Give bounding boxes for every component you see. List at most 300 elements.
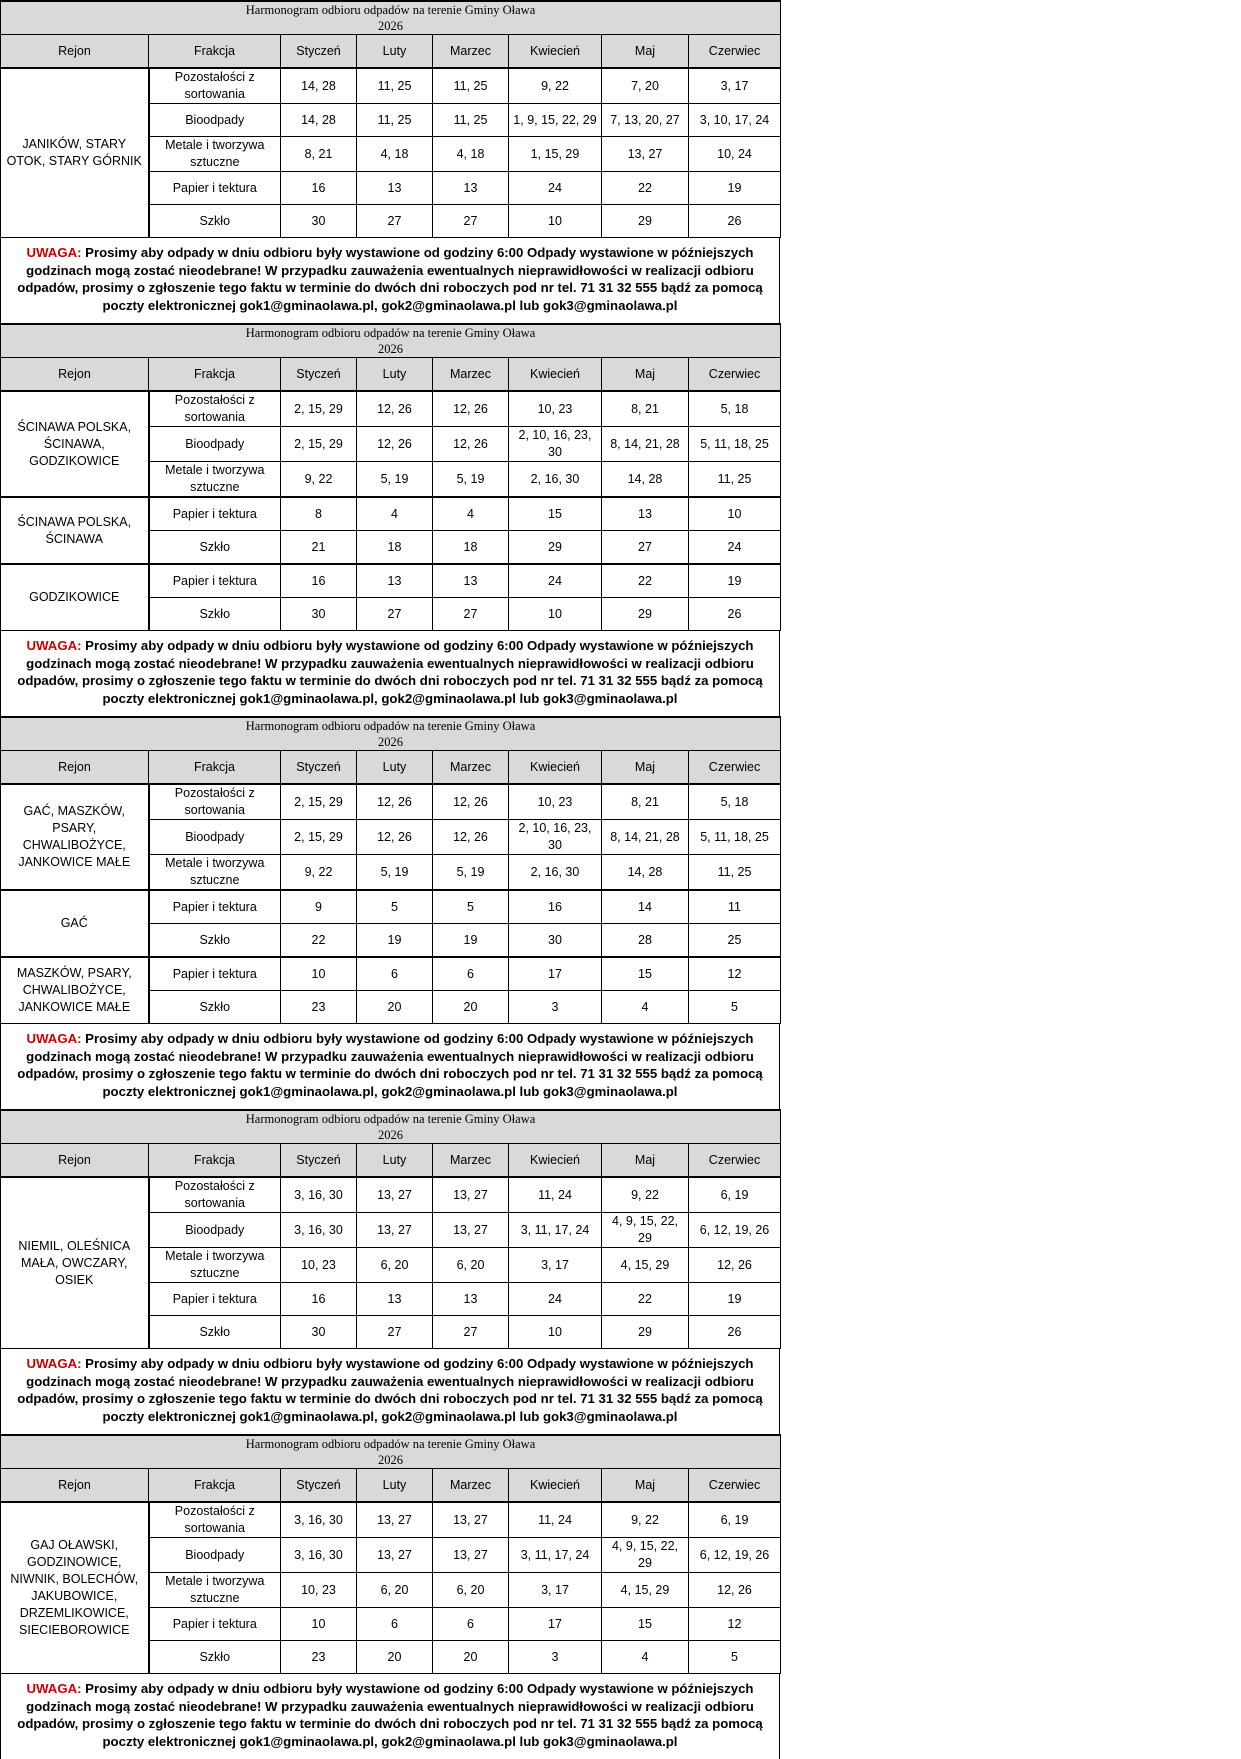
rejon-cell: MASZKÓW, PSARY, CHWALIBOŻYCE, JANKOWICE MAŁE xyxy=(1,957,149,1024)
date-cell: 9, 22 xyxy=(602,1502,689,1538)
date-cell: 30 xyxy=(281,598,357,631)
rejon-cell: ŚCINAWA POLSKA, ŚCINAWA xyxy=(1,497,149,564)
frakcja-cell: Papier i tektura xyxy=(149,172,281,205)
date-cell: 29 xyxy=(602,205,689,238)
title-text: Harmonogram odbioru odpadów na terenie Gminy Oława xyxy=(245,719,536,733)
date-cell: 6, 20 xyxy=(357,1248,433,1283)
column-header: Maj xyxy=(602,35,689,69)
date-cell: 23 xyxy=(281,1641,357,1674)
date-cell: 27 xyxy=(357,598,433,631)
warning-note xyxy=(0,238,780,323)
date-cell: 28 xyxy=(602,924,689,958)
column-header: Styczeń xyxy=(281,1144,357,1178)
rejon-cell: NIEMIL, OLEŚNICA MAŁA, OWCZARY, OSIEK xyxy=(1,1177,149,1349)
date-cell: 3, 11, 17, 24 xyxy=(509,1538,602,1573)
date-cell: 20 xyxy=(433,1641,509,1674)
frakcja-cell: Pozostałości z sortowania xyxy=(149,784,281,820)
title-text: Harmonogram odbioru odpadów na terenie Gminy Oława xyxy=(245,3,536,17)
date-cell: 13 xyxy=(433,1283,509,1316)
date-cell: 26 xyxy=(689,205,781,238)
column-header: Czerwiec xyxy=(689,358,781,392)
rejon-cell: ŚCINAWA POLSKA, ŚCINAWA, GODZIKOWICE xyxy=(1,391,149,497)
column-header: Czerwiec xyxy=(689,751,781,785)
date-cell: 13 xyxy=(357,1283,433,1316)
date-cell: 10 xyxy=(281,1608,357,1641)
date-cell: 20 xyxy=(357,1641,433,1674)
schedule-table xyxy=(0,323,781,631)
frakcja-cell: Bioodpady xyxy=(149,1213,281,1248)
date-cell: 5, 19 xyxy=(357,855,433,891)
column-header: Maj xyxy=(602,1144,689,1178)
date-cell: 1, 9, 15, 22, 29 xyxy=(509,104,602,137)
schedule-table xyxy=(0,1434,781,1674)
column-header: Frakcja xyxy=(149,358,281,392)
warning-note xyxy=(0,631,780,716)
date-cell: 10, 23 xyxy=(509,391,602,427)
date-cell: 12 xyxy=(689,1608,781,1641)
frakcja-cell: Papier i tektura xyxy=(149,1608,281,1641)
date-cell: 13, 27 xyxy=(602,137,689,172)
date-cell: 2, 15, 29 xyxy=(281,820,357,855)
date-cell: 14 xyxy=(602,890,689,924)
warning-note xyxy=(0,1349,780,1434)
date-cell: 6, 12, 19, 26 xyxy=(689,1538,781,1573)
warning-text: Prosimy aby odpady w dniu odbioru były wystawione od godziny 6:00 Odpady wystawione w późniejszych godzinach mogą zostać nieodebrane! W przypadku zauważenia ewentualnych nieprawidłowości w realizacji odbioru odpadów, prosimy o zgłoszenie tego faktu w terminie do dwóch dni roboczych pod nr tel. 71 31 32 555 bądź za pomocą poczty elektronicznej gok1@gminaolawa.pl, gok2@gminaolawa.pl lub gok3@gminaolawa.pl xyxy=(17,1031,763,1099)
date-cell: 5, 11, 18, 25 xyxy=(689,820,781,855)
date-cell: 10 xyxy=(689,497,781,531)
column-header: Luty xyxy=(357,1144,433,1178)
date-cell: 25 xyxy=(689,924,781,958)
date-cell: 7, 20 xyxy=(602,68,689,104)
frakcja-cell: Szkło xyxy=(149,531,281,565)
date-cell: 18 xyxy=(433,531,509,565)
column-header: Styczeń xyxy=(281,35,357,69)
date-cell: 2, 15, 29 xyxy=(281,391,357,427)
column-header: Marzec xyxy=(433,1469,509,1503)
warning-label: UWAGA: xyxy=(26,1681,82,1696)
date-cell: 3 xyxy=(509,991,602,1024)
column-header: Kwiecień xyxy=(509,1469,602,1503)
date-cell: 11, 24 xyxy=(509,1502,602,1538)
date-cell: 13 xyxy=(433,564,509,598)
schedule-section xyxy=(0,1109,780,1434)
date-cell: 14, 28 xyxy=(602,462,689,498)
date-cell: 11, 25 xyxy=(689,855,781,891)
date-cell: 19 xyxy=(433,924,509,958)
date-cell: 6 xyxy=(357,1608,433,1641)
schedule-table xyxy=(0,0,781,238)
date-cell: 1, 15, 29 xyxy=(509,137,602,172)
column-header: Luty xyxy=(357,358,433,392)
date-cell: 5, 19 xyxy=(433,462,509,498)
date-cell: 9 xyxy=(281,890,357,924)
date-cell: 13 xyxy=(602,497,689,531)
column-header: Czerwiec xyxy=(689,35,781,69)
column-header: Rejon xyxy=(1,1469,149,1503)
date-cell: 16 xyxy=(281,564,357,598)
date-cell: 4, 18 xyxy=(433,137,509,172)
frakcja-cell: Pozostałości z sortowania xyxy=(149,68,281,104)
date-cell: 13 xyxy=(357,172,433,205)
date-cell: 17 xyxy=(509,1608,602,1641)
column-header: Kwiecień xyxy=(509,1144,602,1178)
table-row xyxy=(1,391,781,427)
frakcja-cell: Papier i tektura xyxy=(149,497,281,531)
column-header: Styczeń xyxy=(281,751,357,785)
column-header: Rejon xyxy=(1,35,149,69)
date-cell: 30 xyxy=(509,924,602,958)
frakcja-cell: Metale i tworzywa sztuczne xyxy=(149,137,281,172)
column-header: Maj xyxy=(602,358,689,392)
warning-label: UWAGA: xyxy=(26,638,82,653)
date-cell: 30 xyxy=(281,205,357,238)
date-cell: 12, 26 xyxy=(433,784,509,820)
date-cell: 4 xyxy=(602,991,689,1024)
date-cell: 5, 18 xyxy=(689,784,781,820)
rejon-cell: GODZIKOWICE xyxy=(1,564,149,631)
date-cell: 11, 25 xyxy=(433,104,509,137)
date-cell: 22 xyxy=(602,564,689,598)
table-title xyxy=(1,1435,781,1469)
column-header: Czerwiec xyxy=(689,1469,781,1503)
date-cell: 9, 22 xyxy=(602,1177,689,1213)
date-cell: 29 xyxy=(602,598,689,631)
date-cell: 15 xyxy=(602,1608,689,1641)
column-header: Marzec xyxy=(433,35,509,69)
frakcja-cell: Pozostałości z sortowania xyxy=(149,1177,281,1213)
frakcja-cell: Bioodpady xyxy=(149,1538,281,1573)
date-cell: 24 xyxy=(689,531,781,565)
frakcja-cell: Szkło xyxy=(149,1316,281,1349)
date-cell: 9, 22 xyxy=(281,462,357,498)
date-cell: 11, 25 xyxy=(689,462,781,498)
date-cell: 16 xyxy=(281,1283,357,1316)
date-cell: 9, 22 xyxy=(281,855,357,891)
date-cell: 5 xyxy=(433,890,509,924)
date-cell: 6 xyxy=(357,957,433,991)
date-cell: 3, 17 xyxy=(689,68,781,104)
date-cell: 10 xyxy=(509,1316,602,1349)
date-cell: 12, 26 xyxy=(433,427,509,462)
frakcja-cell: Bioodpady xyxy=(149,104,281,137)
table-title xyxy=(1,1110,781,1144)
date-cell: 13, 27 xyxy=(357,1538,433,1573)
table-row xyxy=(1,890,781,924)
schedule-section xyxy=(0,1434,780,1759)
column-header: Maj xyxy=(602,1469,689,1503)
date-cell: 8, 21 xyxy=(602,391,689,427)
warning-label: UWAGA: xyxy=(26,1356,82,1371)
rejon-cell: GAJ OŁAWSKI, GODZINOWICE, NIWNIK, BOLECHÓW, JAKUBOWICE, DRZEMLIKOWICE, SIECIEBOROWICE xyxy=(1,1502,149,1674)
date-cell: 11, 24 xyxy=(509,1177,602,1213)
date-cell: 7, 13, 20, 27 xyxy=(602,104,689,137)
date-cell: 2, 15, 29 xyxy=(281,784,357,820)
date-cell: 12, 26 xyxy=(433,391,509,427)
frakcja-cell: Szkło xyxy=(149,205,281,238)
column-header: Kwiecień xyxy=(509,35,602,69)
date-cell: 5 xyxy=(689,1641,781,1674)
table-title xyxy=(1,717,781,751)
title-year: 2026 xyxy=(378,1128,403,1142)
date-cell: 3, 10, 17, 24 xyxy=(689,104,781,137)
title-text: Harmonogram odbioru odpadów na terenie Gminy Oława xyxy=(245,1437,536,1451)
date-cell: 20 xyxy=(433,991,509,1024)
date-cell: 4, 15, 29 xyxy=(602,1573,689,1608)
date-cell: 3, 16, 30 xyxy=(281,1177,357,1213)
table-row xyxy=(1,1177,781,1213)
schedule-table xyxy=(0,716,781,1024)
date-cell: 21 xyxy=(281,531,357,565)
title-text: Harmonogram odbioru odpadów na terenie Gminy Oława xyxy=(245,1112,536,1126)
date-cell: 27 xyxy=(433,205,509,238)
frakcja-cell: Szkło xyxy=(149,991,281,1024)
date-cell: 3, 11, 17, 24 xyxy=(509,1213,602,1248)
date-cell: 5, 11, 18, 25 xyxy=(689,427,781,462)
column-header: Marzec xyxy=(433,1144,509,1178)
date-cell: 10 xyxy=(509,205,602,238)
date-cell: 5 xyxy=(689,991,781,1024)
date-cell: 12, 26 xyxy=(357,427,433,462)
date-cell: 15 xyxy=(509,497,602,531)
frakcja-cell: Szkło xyxy=(149,598,281,631)
frakcja-cell: Metale i tworzywa sztuczne xyxy=(149,462,281,498)
date-cell: 11, 25 xyxy=(433,68,509,104)
date-cell: 24 xyxy=(509,564,602,598)
warning-label: UWAGA: xyxy=(26,245,82,260)
date-cell: 16 xyxy=(281,172,357,205)
date-cell: 12, 26 xyxy=(357,391,433,427)
date-cell: 8 xyxy=(281,497,357,531)
date-cell: 18 xyxy=(357,531,433,565)
table-row xyxy=(1,68,781,104)
date-cell: 27 xyxy=(433,598,509,631)
title-year: 2026 xyxy=(378,342,403,356)
frakcja-cell: Bioodpady xyxy=(149,820,281,855)
date-cell: 2, 10, 16, 23, 30 xyxy=(509,427,602,462)
date-cell: 13, 27 xyxy=(433,1177,509,1213)
date-cell: 8, 21 xyxy=(281,137,357,172)
frakcja-cell: Papier i tektura xyxy=(149,957,281,991)
date-cell: 10, 23 xyxy=(509,784,602,820)
table-row xyxy=(1,564,781,598)
column-header: Luty xyxy=(357,35,433,69)
date-cell: 27 xyxy=(357,205,433,238)
date-cell: 16 xyxy=(509,890,602,924)
frakcja-cell: Bioodpady xyxy=(149,427,281,462)
date-cell: 22 xyxy=(602,172,689,205)
date-cell: 11 xyxy=(689,890,781,924)
date-cell: 6, 20 xyxy=(357,1573,433,1608)
rejon-cell: JANIKÓW, STARY OTOK, STARY GÓRNIK xyxy=(1,68,149,238)
column-header: Rejon xyxy=(1,1144,149,1178)
schedule-table xyxy=(0,1109,781,1349)
date-cell: 5, 18 xyxy=(689,391,781,427)
date-cell: 5, 19 xyxy=(357,462,433,498)
date-cell: 3, 16, 30 xyxy=(281,1538,357,1573)
column-header: Frakcja xyxy=(149,751,281,785)
frakcja-cell: Papier i tektura xyxy=(149,564,281,598)
date-cell: 30 xyxy=(281,1316,357,1349)
title-year: 2026 xyxy=(378,19,403,33)
table-row xyxy=(1,497,781,531)
warning-text: Prosimy aby odpady w dniu odbioru były wystawione od godziny 6:00 Odpady wystawione w późniejszych godzinach mogą zostać nieodebrane! W przypadku zauważenia ewentualnych nieprawidłowości w realizacji odbioru odpadów, prosimy o zgłoszenie tego faktu w terminie do dwóch dni roboczych pod nr tel. 71 31 32 555 bądź za pomocą poczty elektronicznej gok1@gminaolawa.pl, gok2@gminaolawa.pl lub gok3@gminaolawa.pl xyxy=(17,1681,763,1749)
warning-text: Prosimy aby odpady w dniu odbioru były wystawione od godziny 6:00 Odpady wystawione w późniejszych godzinach mogą zostać nieodebrane! W przypadku zauważenia ewentualnych nieprawidłowości w realizacji odbioru odpadów, prosimy o zgłoszenie tego faktu w terminie do dwóch dni roboczych pod nr tel. 71 31 32 555 bądź za pomocą poczty elektronicznej gok1@gminaolawa.pl, gok2@gminaolawa.pl lub gok3@gminaolawa.pl xyxy=(17,245,763,313)
column-header: Styczeń xyxy=(281,1469,357,1503)
date-cell: 10 xyxy=(509,598,602,631)
date-cell: 5, 19 xyxy=(433,855,509,891)
date-cell: 27 xyxy=(433,1316,509,1349)
date-cell: 5 xyxy=(357,890,433,924)
date-cell: 6 xyxy=(433,957,509,991)
date-cell: 12, 26 xyxy=(689,1248,781,1283)
date-cell: 14, 28 xyxy=(281,68,357,104)
date-cell: 19 xyxy=(689,1283,781,1316)
date-cell: 6 xyxy=(433,1608,509,1641)
title-year: 2026 xyxy=(378,1453,403,1467)
frakcja-cell: Metale i tworzywa sztuczne xyxy=(149,855,281,891)
date-cell: 2, 15, 29 xyxy=(281,427,357,462)
date-cell: 12 xyxy=(689,957,781,991)
warning-note xyxy=(0,1674,780,1759)
date-cell: 20 xyxy=(357,991,433,1024)
date-cell: 6, 20 xyxy=(433,1248,509,1283)
date-cell: 12, 26 xyxy=(357,820,433,855)
date-cell: 6, 19 xyxy=(689,1177,781,1213)
date-cell: 13 xyxy=(433,172,509,205)
column-header: Czerwiec xyxy=(689,1144,781,1178)
date-cell: 29 xyxy=(602,1316,689,1349)
date-cell: 2, 16, 30 xyxy=(509,855,602,891)
frakcja-cell: Papier i tektura xyxy=(149,1283,281,1316)
date-cell: 27 xyxy=(357,1316,433,1349)
column-header: Maj xyxy=(602,751,689,785)
date-cell: 8, 14, 21, 28 xyxy=(602,427,689,462)
date-cell: 8, 14, 21, 28 xyxy=(602,820,689,855)
date-cell: 19 xyxy=(689,172,781,205)
date-cell: 13 xyxy=(357,564,433,598)
date-cell: 8, 21 xyxy=(602,784,689,820)
date-cell: 13, 27 xyxy=(357,1502,433,1538)
date-cell: 3, 17 xyxy=(509,1573,602,1608)
date-cell: 26 xyxy=(689,598,781,631)
date-cell: 27 xyxy=(602,531,689,565)
date-cell: 4 xyxy=(433,497,509,531)
date-cell: 13, 27 xyxy=(357,1177,433,1213)
warning-text: Prosimy aby odpady w dniu odbioru były wystawione od godziny 6:00 Odpady wystawione w późniejszych godzinach mogą zostać nieodebrane! W przypadku zauważenia ewentualnych nieprawidłowości w realizacji odbioru odpadów, prosimy o zgłoszenie tego faktu w terminie do dwóch dni roboczych pod nr tel. 71 31 32 555 bądź za pomocą poczty elektronicznej gok1@gminaolawa.pl, gok2@gminaolawa.pl lub gok3@gminaolawa.pl xyxy=(17,1356,763,1424)
table-row xyxy=(1,784,781,820)
frakcja-cell: Pozostałości z sortowania xyxy=(149,1502,281,1538)
column-header: Rejon xyxy=(1,358,149,392)
date-cell: 26 xyxy=(689,1316,781,1349)
title-year: 2026 xyxy=(378,735,403,749)
column-header: Frakcja xyxy=(149,35,281,69)
column-header: Kwiecień xyxy=(509,358,602,392)
frakcja-cell: Metale i tworzywa sztuczne xyxy=(149,1248,281,1283)
column-header: Frakcja xyxy=(149,1144,281,1178)
frakcja-cell: Pozostałości z sortowania xyxy=(149,391,281,427)
date-cell: 24 xyxy=(509,1283,602,1316)
date-cell: 6, 12, 19, 26 xyxy=(689,1213,781,1248)
date-cell: 13, 27 xyxy=(433,1538,509,1573)
date-cell: 4 xyxy=(602,1641,689,1674)
column-header: Frakcja xyxy=(149,1469,281,1503)
frakcja-cell: Szkło xyxy=(149,1641,281,1674)
date-cell: 11, 25 xyxy=(357,104,433,137)
date-cell: 12, 26 xyxy=(433,820,509,855)
date-cell: 2, 10, 16, 23, 30 xyxy=(509,820,602,855)
date-cell: 6, 20 xyxy=(433,1573,509,1608)
warning-note xyxy=(0,1024,780,1109)
column-header: Luty xyxy=(357,751,433,785)
date-cell: 3, 16, 30 xyxy=(281,1213,357,1248)
schedule-section xyxy=(0,323,780,716)
date-cell: 6, 19 xyxy=(689,1502,781,1538)
date-cell: 10, 23 xyxy=(281,1573,357,1608)
date-cell: 23 xyxy=(281,991,357,1024)
table-title xyxy=(1,324,781,358)
frakcja-cell: Papier i tektura xyxy=(149,890,281,924)
schedule-section xyxy=(0,716,780,1109)
date-cell: 3, 17 xyxy=(509,1248,602,1283)
column-header: Rejon xyxy=(1,751,149,785)
table-row xyxy=(1,1502,781,1538)
date-cell: 13, 27 xyxy=(433,1502,509,1538)
date-cell: 9, 22 xyxy=(509,68,602,104)
table-row xyxy=(1,957,781,991)
date-cell: 22 xyxy=(602,1283,689,1316)
rejon-cell: GAĆ, MASZKÓW, PSARY, CHWALIBOŻYCE, JANKOWICE MAŁE xyxy=(1,784,149,890)
date-cell: 22 xyxy=(281,924,357,958)
date-cell: 4 xyxy=(357,497,433,531)
date-cell: 11, 25 xyxy=(357,68,433,104)
date-cell: 19 xyxy=(689,564,781,598)
date-cell: 13, 27 xyxy=(433,1213,509,1248)
date-cell: 24 xyxy=(509,172,602,205)
date-cell: 10, 24 xyxy=(689,137,781,172)
warning-text: Prosimy aby odpady w dniu odbioru były wystawione od godziny 6:00 Odpady wystawione w późniejszych godzinach mogą zostać nieodebrane! W przypadku zauważenia ewentualnych nieprawidłowości w realizacji odbioru odpadów, prosimy o zgłoszenie tego faktu w terminie do dwóch dni roboczych pod nr tel. 71 31 32 555 bądź za pomocą poczty elektronicznej gok1@gminaolawa.pl, gok2@gminaolawa.pl lub gok3@gminaolawa.pl xyxy=(17,638,763,706)
column-header: Marzec xyxy=(433,358,509,392)
date-cell: 3, 16, 30 xyxy=(281,1502,357,1538)
warning-label: UWAGA: xyxy=(26,1031,82,1046)
table-title xyxy=(1,1,781,35)
date-cell: 19 xyxy=(357,924,433,958)
date-cell: 14, 28 xyxy=(281,104,357,137)
date-cell: 4, 15, 29 xyxy=(602,1248,689,1283)
date-cell: 29 xyxy=(509,531,602,565)
title-text: Harmonogram odbioru odpadów na terenie Gminy Oława xyxy=(245,326,536,340)
date-cell: 4, 18 xyxy=(357,137,433,172)
column-header: Marzec xyxy=(433,751,509,785)
column-header: Styczeń xyxy=(281,358,357,392)
frakcja-cell: Szkło xyxy=(149,924,281,958)
column-header: Kwiecień xyxy=(509,751,602,785)
date-cell: 10 xyxy=(281,957,357,991)
rejon-cell: GAĆ xyxy=(1,890,149,957)
date-cell: 15 xyxy=(602,957,689,991)
date-cell: 4, 9, 15, 22, 29 xyxy=(602,1213,689,1248)
date-cell: 3 xyxy=(509,1641,602,1674)
schedule-section xyxy=(0,0,780,323)
date-cell: 14, 28 xyxy=(602,855,689,891)
date-cell: 17 xyxy=(509,957,602,991)
frakcja-cell: Metale i tworzywa sztuczne xyxy=(149,1573,281,1608)
column-header: Luty xyxy=(357,1469,433,1503)
date-cell: 4, 9, 15, 22, 29 xyxy=(602,1538,689,1573)
date-cell: 12, 26 xyxy=(689,1573,781,1608)
date-cell: 13, 27 xyxy=(357,1213,433,1248)
date-cell: 2, 16, 30 xyxy=(509,462,602,498)
date-cell: 12, 26 xyxy=(357,784,433,820)
